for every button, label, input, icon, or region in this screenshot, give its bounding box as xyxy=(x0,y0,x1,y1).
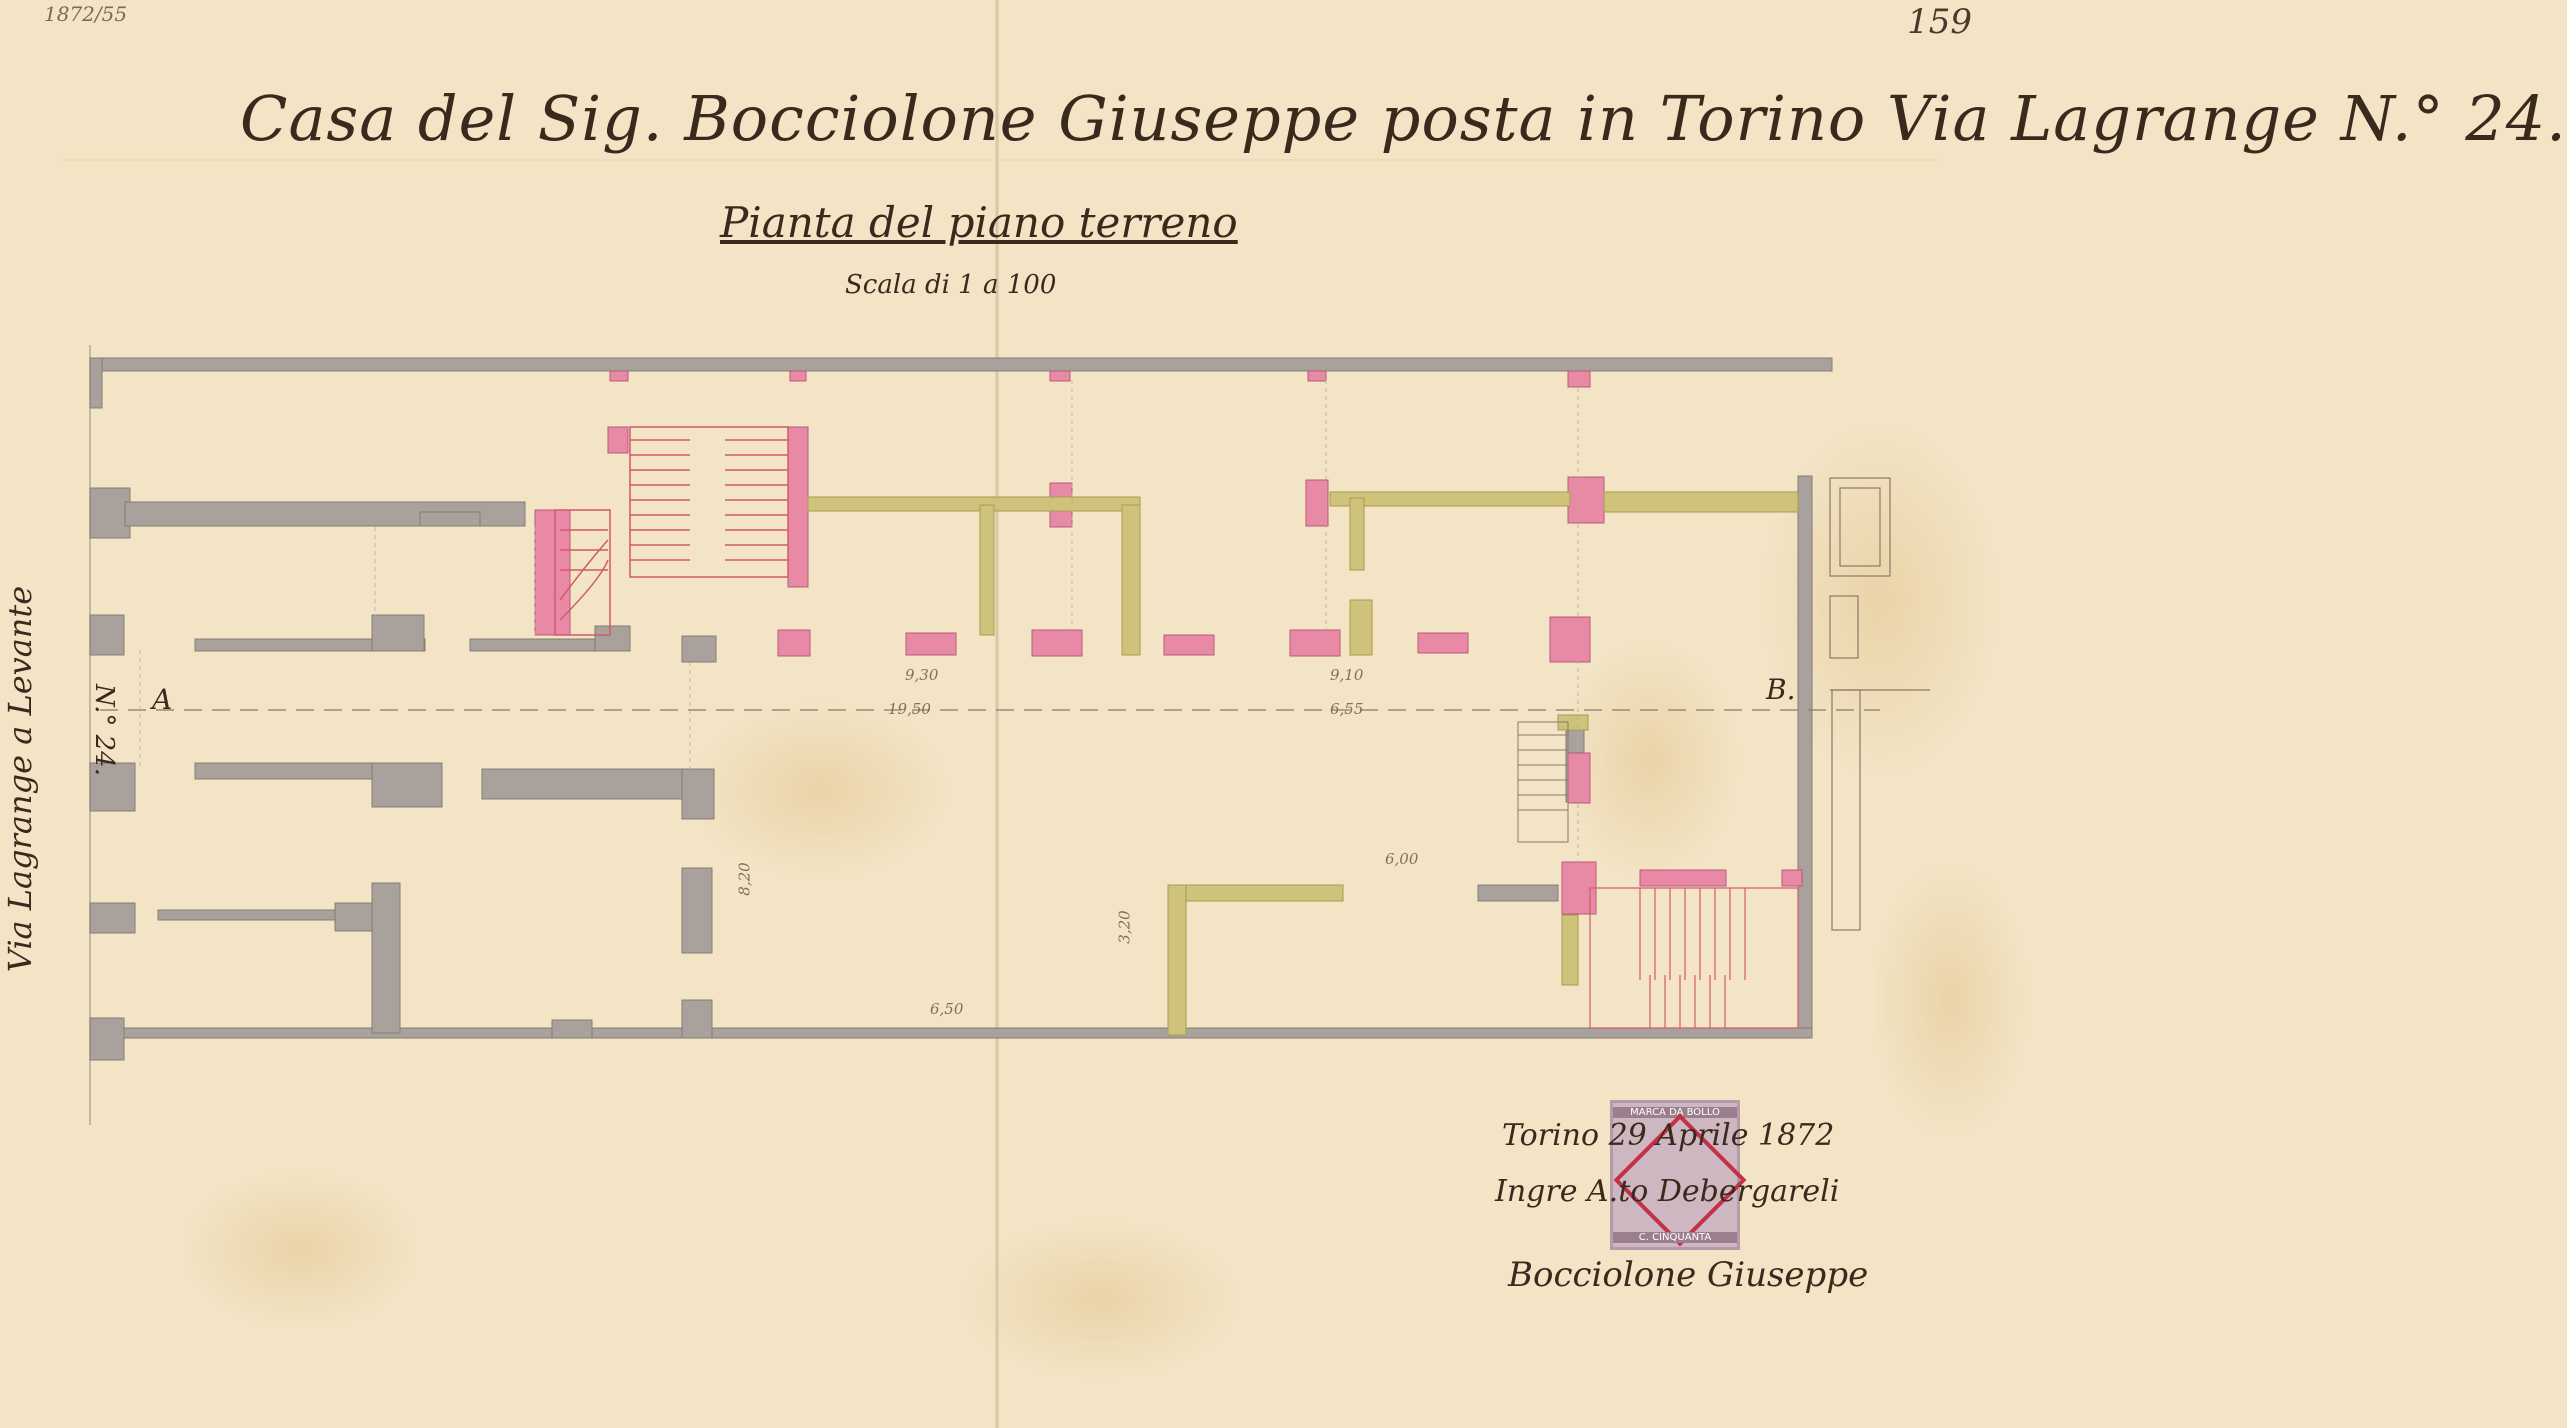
dimension-label: 8,20 xyxy=(735,862,754,896)
section-label-a: A xyxy=(152,683,173,716)
stamp-top-text: MARCA DA BOLLO xyxy=(1613,1107,1737,1118)
archive-reference: 1872/55 xyxy=(44,2,128,26)
section-label-b: B. xyxy=(1766,673,1796,706)
scale-note: Scala di 1 a 100 xyxy=(845,270,1057,300)
dimension-label: 9,30 xyxy=(905,666,939,684)
dimension-label: 3,20 xyxy=(1115,910,1134,944)
drawing-subtitle: Pianta del piano terreno xyxy=(720,198,1238,247)
page-number: 159 xyxy=(1907,2,1972,42)
date-line: Torino 29 Aprile 1872 xyxy=(1502,1118,1835,1153)
house-number-label: N.° 24. xyxy=(88,684,119,776)
street-label: Via Lagrange a Levante xyxy=(1,585,39,973)
dimension-label: 6,50 xyxy=(930,1000,964,1018)
dimension-label: 6,55 xyxy=(1330,700,1364,718)
engineer-signature: Ingre A.to Debergareli xyxy=(1495,1174,1840,1209)
stamp-bottom-text: C. CINQUANTA xyxy=(1613,1232,1737,1243)
drawing-title: Casa del Sig. Bocciolone Giuseppe posta in Torino Via Lagrange N.° 24. xyxy=(240,82,2567,155)
owner-signature: Bocciolone Giuseppe xyxy=(1508,1255,1869,1295)
dimension-label: 9,10 xyxy=(1330,666,1364,684)
dimension-label: 19,50 xyxy=(888,700,931,718)
dimension-label: 6,00 xyxy=(1385,850,1419,868)
